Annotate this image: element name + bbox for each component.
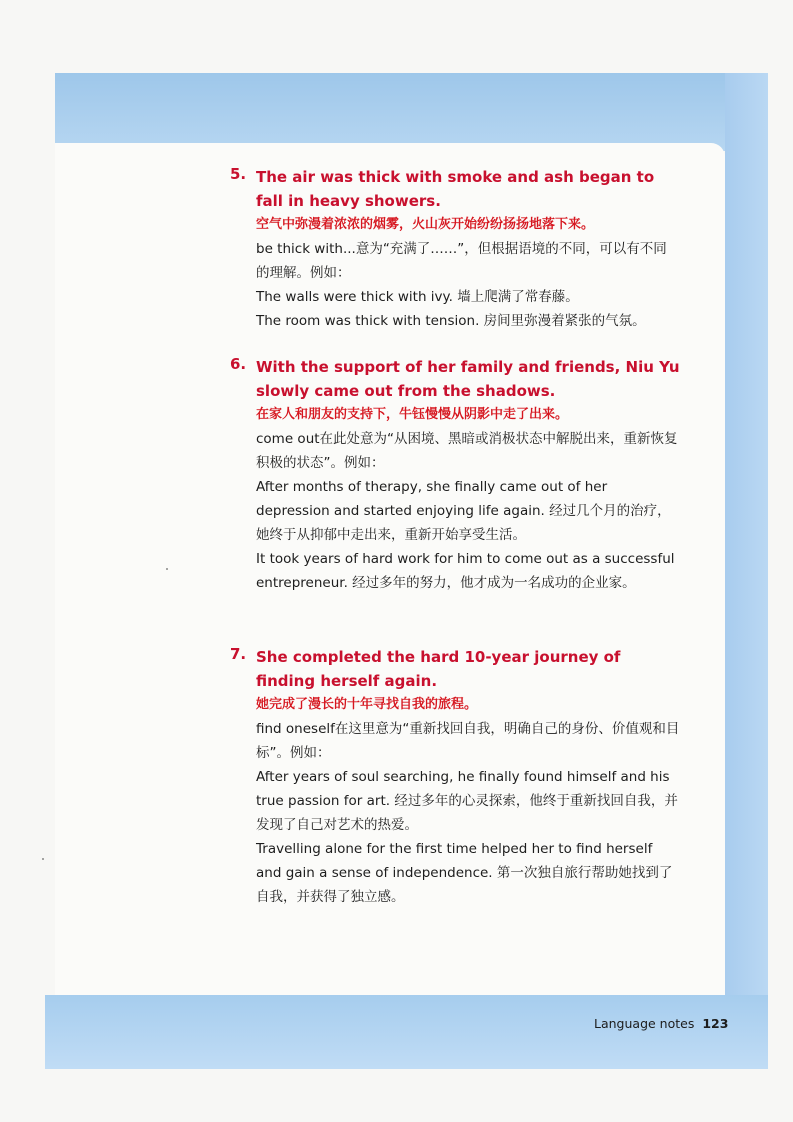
note-explanation: find oneself在这里意为“重新找回自我，明确自己的身份、价值观和目标”。例如： bbox=[256, 721, 680, 761]
note-sentence: She completed the hard 10-year journey of finding herself again. bbox=[256, 648, 621, 690]
note-number: 6. bbox=[230, 355, 247, 373]
language-note-6 bbox=[230, 355, 680, 595]
note-explanation: be thick with...意为“充满了……”，但根据语境的不同，可以有不同的理解。例如： bbox=[256, 241, 667, 281]
scan-speck bbox=[42, 858, 44, 860]
note-example: It took years of hard work for him to come out as a successful entrepreneur. 经过多年的努力，他才成为一名成功的企业家。 bbox=[256, 551, 675, 591]
scan-speck bbox=[166, 568, 168, 570]
note-number: 7. bbox=[230, 645, 247, 663]
page-number: 123 bbox=[702, 1016, 729, 1031]
note-sentence: The air was thick with smoke and ash began to fall in heavy showers. bbox=[256, 168, 655, 210]
note-translation: 空气中弥漫着浓浓的烟雾，火山灰开始纷纷扬扬地落下来。 bbox=[256, 217, 595, 232]
note-example: Travelling alone for the first time helped her to find herself and gain a sense of independence. 第一次独自旅行帮助她找到了自我，并获得了独立感。 bbox=[256, 841, 673, 905]
language-note-7 bbox=[230, 645, 680, 909]
note-example: After years of soul searching, he finally found himself and his true passion for art. 经过多年的心灵探索，他终于重新找回自我，并发现了自己对艺术的热爱。 bbox=[256, 769, 678, 833]
note-translation: 她完成了漫长的十年寻找自我的旅程。 bbox=[256, 697, 478, 712]
side-band bbox=[725, 73, 768, 1045]
note-number: 5. bbox=[230, 165, 247, 183]
page-footer bbox=[594, 1016, 728, 1031]
note-translation: 在家人和朋友的支持下，牛钰慢慢从阴影中走了出来。 bbox=[256, 407, 569, 422]
footer-band bbox=[45, 995, 768, 1069]
note-example: After months of therapy, she finally came out of her depression and started enjoying life again. 经过几个月的治疗，她终于从抑郁中走出来，重新开始享受生活。 bbox=[256, 479, 671, 543]
note-example: The walls were thick with ivy. 墙上爬满了常春藤。 bbox=[256, 289, 579, 305]
section-name: Language notes bbox=[594, 1016, 695, 1031]
note-example: The room was thick with tension. 房间里弥漫着紧张的气氛。 bbox=[256, 313, 646, 329]
header-band bbox=[55, 73, 768, 151]
note-explanation: come out在此处意为“从困境、黑暗或消极状态中解脱出来，重新恢复积极的状态”。例如： bbox=[256, 431, 678, 471]
language-note-5 bbox=[230, 165, 680, 333]
note-sentence: With the support of her family and friends, Niu Yu slowly came out from the shadows. bbox=[256, 358, 680, 400]
